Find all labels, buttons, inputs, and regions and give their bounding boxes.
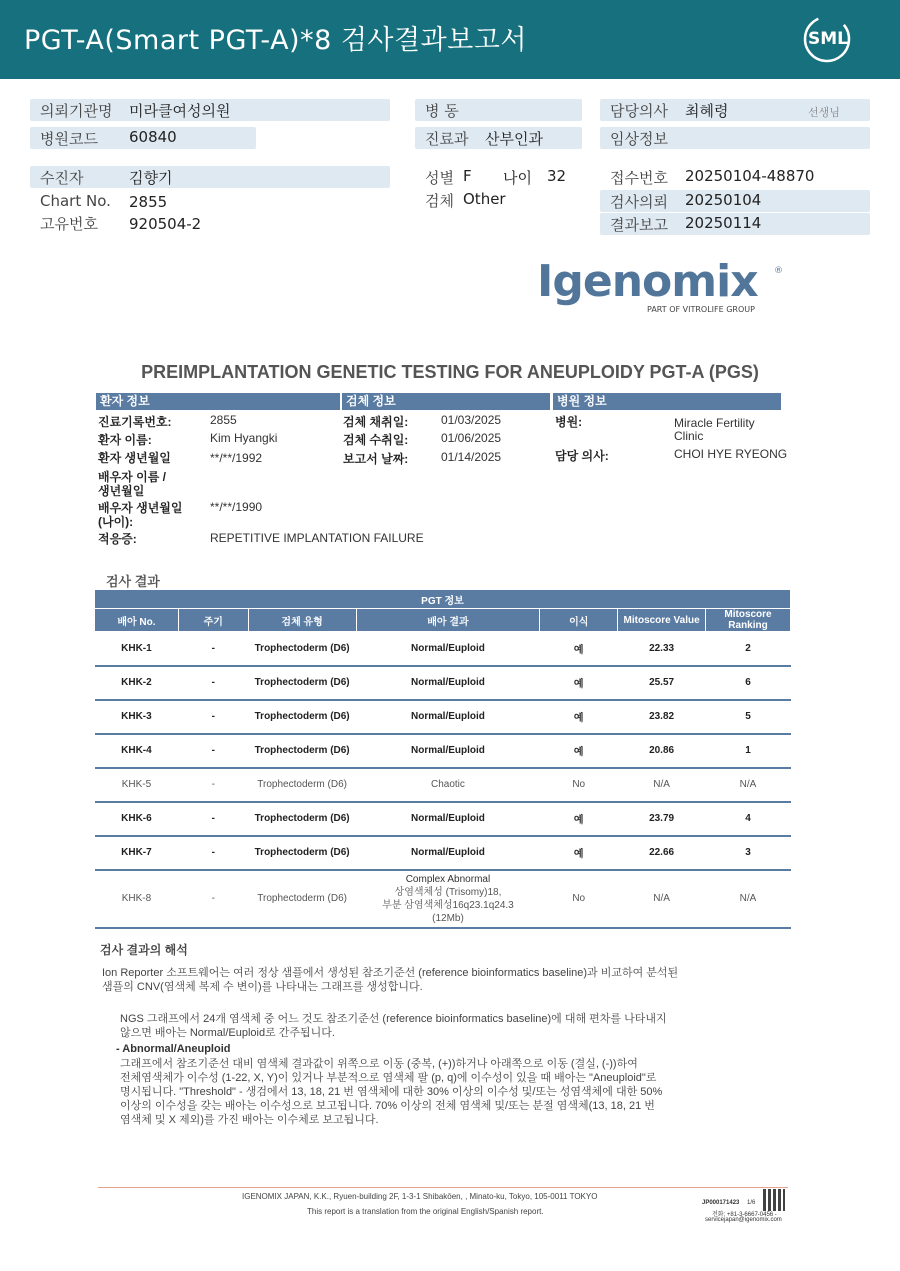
col-embryo-result: 배아 결과 [356, 609, 540, 632]
request-row [600, 190, 870, 212]
igenomix-registered: ® [774, 266, 783, 276]
cycle: - [178, 870, 248, 928]
sml-logo-text: SML [808, 29, 848, 49]
hospital-info-bar: 병원 정보 [553, 393, 781, 410]
ward-label: 병 동 [425, 102, 459, 120]
igenomix-wordmark: Igenomix [537, 256, 758, 307]
table-row [95, 632, 791, 666]
partner-label-2: 생년월일 [98, 484, 145, 498]
footer-divider [98, 1187, 788, 1188]
table-row [95, 836, 791, 870]
col-sample-type: 검체 유형 [248, 609, 356, 632]
report-date-info-value: 01/14/2025 [441, 450, 502, 464]
sample-type: Trophectoderm (D6) [248, 666, 356, 700]
dept-value: 산부인과 [485, 130, 543, 148]
received-value: 01/06/2025 [441, 431, 502, 445]
transfer: 예 [540, 802, 618, 836]
result-line: 상염색체성 (Trisomy)18, [394, 886, 502, 898]
chart-value: 2855 [129, 193, 168, 211]
age-value: 32 [547, 167, 567, 185]
report-date-row [600, 213, 870, 235]
report-title: PGT-A(Smart PGT-A)*8 검사결과보고서 [24, 25, 527, 56]
doctor-label: 담당의사 [610, 102, 668, 120]
mitoscore-value: N/A [618, 768, 706, 802]
patient-value: 김향기 [129, 169, 173, 187]
mitoscore-value: 23.82 [618, 700, 706, 734]
embryo-no: KHK-2 [95, 666, 179, 700]
institution-row [30, 99, 390, 121]
dob-label: 환자 생년월일 [98, 451, 171, 465]
pgt-info-header: PGT 정보 [95, 590, 791, 609]
chart-row [30, 191, 390, 213]
report-date-label: 결과보고 [610, 216, 668, 234]
ward-row [415, 99, 582, 121]
embryo-no: KHK-3 [95, 700, 179, 734]
sample-type: Trophectoderm (D6) [248, 632, 356, 666]
cycle: - [178, 836, 248, 870]
clinical-row [600, 127, 870, 149]
record-value: 2855 [210, 413, 237, 427]
receipt-value: 20250104-48870 [685, 167, 815, 185]
patient-row [30, 166, 390, 188]
transfer: No [540, 870, 618, 928]
clinical-label: 임상정보 [610, 130, 668, 148]
table-row [95, 666, 791, 700]
footer-translation-note: This report is a translation from the original English/Spanish report. [307, 1207, 544, 1216]
mitoscore-ranking: 6 [706, 666, 791, 700]
received-label: 검체 수취일: [343, 433, 409, 447]
hospital-code-row [30, 127, 256, 149]
mitoscore-value: 22.33 [618, 632, 706, 666]
interp-p3-line: 그래프에서 참조기준선 대비 염색체 결과값이 위쪽으로 이동 (중복, (+))하거나 아래쪽으로 이동 (결실, (-))하여 [120, 1058, 638, 1070]
interp-p3-line: 이상의 이수성을 갖는 배아는 이수성으로 보고됩니다. 70% 이상의 전체 염색체 및/또는 분절 염색체(13, 18, 21 번 [120, 1100, 655, 1112]
transfer: 예 [540, 700, 618, 734]
footer-page: 1/6 [747, 1200, 756, 1206]
embryo-result: Normal/Euploid [356, 734, 540, 768]
cycle: - [178, 768, 248, 802]
receipt-label: 접수번호 [610, 169, 668, 187]
report-header-bar [0, 0, 900, 79]
embryo-no: KHK-8 [95, 870, 179, 928]
chart-label: Chart No. [40, 192, 111, 210]
footer-email: servicejapan@igenomix.com [705, 1217, 782, 1223]
pgt-results-table [94, 589, 791, 929]
hospital-value-1: Miracle Fertility [674, 416, 755, 430]
mitoscore-ranking: 2 [706, 632, 791, 666]
collected-label: 검체 채취일: [343, 415, 409, 429]
interp-p1-line: 샘플의 CNV(염색체 복제 수 변이)를 나타내는 그래프를 생성합니다. [102, 981, 423, 993]
mitoscore-ranking: 1 [706, 734, 791, 768]
footer-address: IGENOMIX JAPAN, K.K., Ryuen-building 2F, 1-3-1 Shibakōen, , Minato-ku, Tokyo, 105-0011 TOKYO [242, 1192, 598, 1201]
col-mitoscore-ranking: Mitoscore Ranking [706, 609, 791, 632]
table-row [95, 802, 791, 836]
mitoscore-ranking: N/A [706, 870, 791, 928]
dob-value: **/**/1992 [210, 451, 263, 465]
embryo-no: KHK-6 [95, 802, 179, 836]
transfer: 예 [540, 734, 618, 768]
hospital-code-label: 병원코드 [40, 130, 98, 148]
embryo-no: KHK-7 [95, 836, 179, 870]
interp-p3-line: 염색체 및 X 제외)를 가진 배아는 이수체로 보고됩니다. [120, 1114, 379, 1126]
dept-row [415, 127, 582, 149]
receipt-row [600, 166, 870, 188]
patient-label: 수진자 [40, 169, 84, 187]
transfer: 예 [540, 836, 618, 870]
partner-dob-value: **/**/1990 [210, 500, 263, 514]
partner-label-1: 배우자 이름 / [98, 470, 166, 484]
report-date-info-label: 보고서 날짜: [343, 452, 409, 466]
mitoscore-value: N/A [618, 870, 706, 928]
cycle: - [178, 802, 248, 836]
interpretation-heading: 검사 결과의 해석 [100, 943, 188, 957]
cycle: - [178, 666, 248, 700]
doctor-suffix: 선생님 [808, 106, 840, 119]
id-row [30, 213, 390, 235]
embryo-no: KHK-4 [95, 734, 179, 768]
col-mitoscore-value: Mitoscore Value [618, 609, 706, 632]
specimen-info-bar: 검체 정보 [342, 393, 550, 410]
interp-p1-line: Ion Reporter 소프트웨어는 여러 정상 샘플에서 생성된 참조기준선 (reference bioinformatics baseline)과 비교하여 분석된 [102, 967, 679, 979]
name-label: 환자 이름: [98, 433, 152, 447]
mitoscore-value: 25.57 [618, 666, 706, 700]
interp-p2-line: 않으면 배아는 Normal/Euploid로 간주됩니다. [120, 1027, 335, 1039]
name-value: Kim Hyangki [210, 431, 278, 445]
collected-value: 01/03/2025 [441, 413, 502, 427]
col-transfer: 이식 [540, 609, 618, 632]
result-line: 부분 삼염색체성16q23.1q24.3 [382, 899, 514, 911]
embryo-result: Normal/Euploid [356, 632, 540, 666]
hospital-code-value: 60840 [129, 128, 177, 146]
sample-type: Trophectoderm (D6) [248, 700, 356, 734]
id-label: 고유번호 [40, 215, 98, 233]
result-line: (12Mb) [432, 912, 464, 924]
table-row [95, 700, 791, 734]
qr-code-icon [763, 1189, 785, 1211]
cycle: - [178, 632, 248, 666]
sample-type: Trophectoderm (D6) [248, 802, 356, 836]
request-value: 20250104 [685, 191, 762, 209]
transfer: 예 [540, 666, 618, 700]
partner-dob-label-1: 배우자 생년월일 [98, 501, 183, 515]
hospital-doctor-label: 담당 의사: [555, 449, 609, 463]
footer-doc-id: JP000171423 [702, 1200, 740, 1206]
embryo-no: KHK-1 [95, 632, 179, 666]
mitoscore-ranking: N/A [706, 768, 791, 802]
indication-value: REPETITIVE IMPLANTATION FAILURE [210, 531, 424, 545]
embryo-result: Normal/Euploid [356, 700, 540, 734]
cycle: - [178, 700, 248, 734]
abnormal-heading: - Abnormal/Aneuploid [116, 1043, 231, 1055]
table-row [95, 870, 791, 928]
specimen-row [415, 190, 585, 212]
pgt-report-title: PREIMPLANTATION GENETIC TESTING FOR ANEUPLOIDY PGT-A (PGS) [141, 362, 759, 382]
partner-dob-label-2: (나이): [98, 515, 134, 529]
interp-p3-line: 명시됩니다. "Threshold" - 생검에서 13, 18, 21 번 염색체에 대한 30% 이상의 이수성 및/또는 성염색체에 대한 50% [120, 1086, 663, 1098]
cycle: - [178, 734, 248, 768]
sample-type: Trophectoderm (D6) [248, 836, 356, 870]
col-embryo-no: 배아 No. [95, 609, 179, 632]
report-date-value: 20250114 [685, 214, 762, 232]
sample-type: Trophectoderm (D6) [248, 768, 356, 802]
doctor-row [600, 99, 870, 121]
id-value: 920504-2 [129, 215, 202, 233]
embryo-no: KHK-5 [95, 768, 179, 802]
embryo-result: Chaotic [356, 768, 540, 802]
transfer: 예 [540, 632, 618, 666]
sex-label: 성별 [425, 169, 454, 187]
mitoscore-value: 20.86 [618, 734, 706, 768]
hospital-label: 병원: [555, 415, 583, 429]
institution-value: 미라클여성의원 [129, 102, 231, 120]
mitoscore-ranking: 4 [706, 802, 791, 836]
hospital-doctor-value: CHOI HYE RYEONG [674, 447, 788, 461]
transfer: No [540, 768, 618, 802]
col-cycle: 주기 [178, 609, 248, 632]
hospital-value-2: Clinic [674, 429, 704, 443]
specimen-value: Other [463, 190, 506, 208]
interp-p3-line: 전체염색체가 이수성 (1-22, X, Y)이 있거나 부분적으로 염색체 팔 (p, q)에 이수성이 있을 때 배아는 "Aneuploid"로 [120, 1072, 657, 1084]
embryo-result: Normal/Euploid [356, 802, 540, 836]
sample-type: Trophectoderm (D6) [248, 734, 356, 768]
embryo-result [356, 870, 540, 928]
mitoscore-value: 23.79 [618, 802, 706, 836]
specimen-label: 검체 [425, 192, 454, 210]
doctor-value: 최혜령 [685, 102, 729, 120]
sample-type: Trophectoderm (D6) [248, 870, 356, 928]
record-label: 진료기록번호: [98, 415, 172, 429]
result-line: Complex Abnormal [405, 873, 491, 885]
igenomix-tagline: PART OF VITROLIFE GROUP [647, 305, 755, 314]
igenomix-logo [537, 256, 787, 320]
sex-value: F [463, 167, 472, 185]
footer-phone: 전화: +81-3-6667-0456 - [712, 1212, 777, 1218]
embryo-result: Normal/Euploid [356, 836, 540, 870]
embryo-result: Normal/Euploid [356, 666, 540, 700]
indication-label: 적응증: [98, 532, 137, 546]
table-row [95, 734, 791, 768]
mitoscore-value: 22.66 [618, 836, 706, 870]
institution-label: 의뢰기관명 [40, 102, 113, 120]
patient-info-bar: 환자 정보 [96, 393, 340, 410]
sex-age-row [415, 167, 585, 189]
interp-p2-line: NGS 그래프에서 24개 염색체 중 어느 것도 참조기준선 (reference bioinformatics baseline)에 대해 편차를 나타내지 [120, 1013, 667, 1025]
mitoscore-ranking: 3 [706, 836, 791, 870]
request-label: 검사의뢰 [610, 193, 668, 211]
mitoscore-ranking: 5 [706, 700, 791, 734]
table-row [95, 768, 791, 802]
dept-label: 진료과 [425, 130, 469, 148]
results-heading: 검사 결과 [106, 574, 160, 589]
age-label: 나이 [503, 169, 532, 187]
